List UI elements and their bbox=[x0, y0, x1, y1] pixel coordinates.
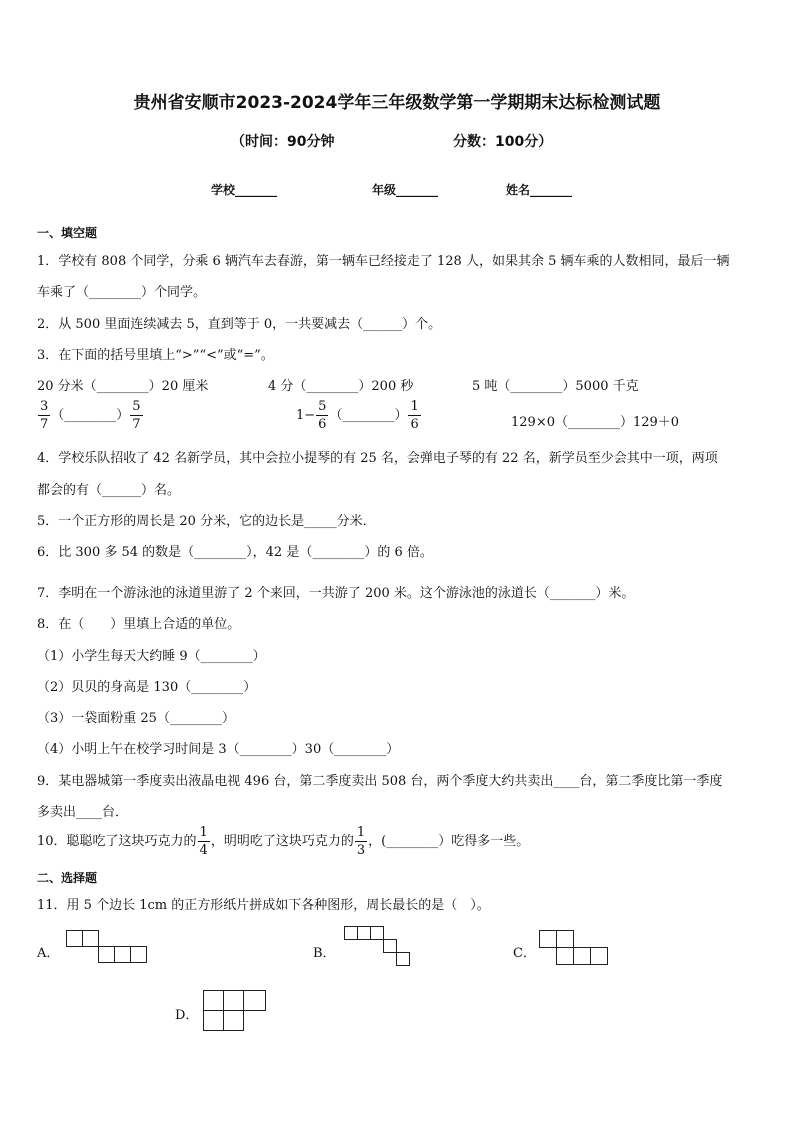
section-heading-choice: 二、选择题 bbox=[37, 871, 98, 885]
question-3-item-5: 1− $\frac{5}{6}$ （________） $\frac{1}{6}$ bbox=[296, 399, 419, 432]
grade-field: 年级_______ bbox=[372, 183, 439, 197]
question-3-item-6: 129×0（________）129＋0 bbox=[511, 415, 680, 430]
question-8-item-4: （4）小明上午在校学习时间是 3（________）30（________） bbox=[37, 742, 400, 757]
option-a-figure bbox=[66, 930, 150, 966]
section-heading-fill-in: 一、填空题 bbox=[37, 226, 98, 240]
question-6: 6．比 300 多 54 的数是（________），42 是（________）的 6 倍。 bbox=[37, 545, 433, 560]
name-field: 姓名_______ bbox=[506, 183, 573, 197]
option-c-label: C． bbox=[513, 946, 536, 961]
exam-time: （时间：90分钟 bbox=[231, 134, 335, 150]
fraction: $\frac{3}{7}$ bbox=[40, 399, 49, 432]
question-8: 8．在（ ）里填上合适的单位。 bbox=[37, 617, 241, 632]
question-4-line-1: 4．学校乐队招收了 42 名新学员，其中会拉小提琴的有 25 名，会弹电子琴的有 22 名，新学员至少会其中一项，两项 bbox=[37, 451, 718, 466]
option-c-figure bbox=[539, 930, 609, 968]
question-3-item-4: $\frac{3}{7}$ （________） $\frac{5}{7}$ bbox=[40, 399, 141, 432]
school-field: 学校_______ bbox=[211, 183, 278, 197]
fraction: $\frac{5}{7}$ bbox=[132, 399, 141, 432]
fraction: $\frac{5}{6}$ bbox=[318, 399, 327, 432]
option-b-label: B． bbox=[313, 946, 336, 961]
question-8-item-3: （3）一袋面粉重 25（________） bbox=[37, 711, 235, 726]
question-9-line-2: 多卖出____台． bbox=[37, 805, 129, 820]
question-1-line-2: 车乘了（________）个同学。 bbox=[37, 285, 207, 300]
question-3-item-3: 5 吨（________）5000 千克 bbox=[472, 379, 639, 394]
option-d-label: D． bbox=[175, 1008, 199, 1023]
question-11: 11．用 5 个边长 1cm 的正方形纸片拼成如下各种图形，周长最长的是（ ）。 bbox=[37, 898, 490, 913]
option-d-figure bbox=[203, 990, 269, 1032]
question-2: 2．从 500 里面连续减去 5，直到等于 0，一共要减去（______）个。 bbox=[37, 317, 442, 332]
question-4-line-2: 都会的有（______）名。 bbox=[37, 483, 181, 498]
question-3-item-1: 20 分米（________）20 厘米 bbox=[37, 379, 209, 394]
question-8-item-1: （1）小学生每天大约睡 9（________） bbox=[37, 649, 266, 664]
question-9-line-1: 9．某电器城第一季度卖出液晶电视 496 台，第二季度卖出 508 台，两个季度大约共卖出____台，第二季度比第一季度 bbox=[37, 774, 723, 789]
question-10: 10．聪聪吃了这块巧克力的 $\frac{1}{4}$ ，明明吃了这块巧克力的 $\frac{1}{3}$ ，(________）吃得多一些。 bbox=[37, 825, 530, 858]
fraction: $\frac{1}{6}$ bbox=[410, 399, 419, 432]
question-8-item-2: （2）贝贝的身高是 130（________） bbox=[37, 680, 257, 695]
exam-score: 分数：100分） bbox=[453, 134, 553, 150]
option-b-figure bbox=[344, 926, 414, 970]
question-3-item-2: 4 分（________）200 秒 bbox=[268, 379, 414, 394]
question-7: 7．李明在一个游泳池的泳道里游了 2 个来回，一共游了 200 米。这个游泳池的泳道长（_______）米。 bbox=[37, 586, 635, 601]
question-5: 5．一个正方形的周长是 20 分米，它的边长是_____分米． bbox=[37, 514, 376, 529]
fraction: $\frac{1}{3}$ bbox=[356, 825, 366, 858]
question-1-line-1: 1．学校有 808 个同学，分乘 6 辆汽车去春游，第一辆车已经接走了 128 人，如果其余 5 辆车乘的人数相同，最后一辆 bbox=[37, 254, 730, 269]
option-a-label: A． bbox=[37, 946, 60, 961]
fraction: $\frac{1}{4}$ bbox=[199, 825, 208, 858]
page-title: 贵州省安顺市2023-2024学年三年级数学第一学期期末达标检测试题 bbox=[133, 93, 661, 113]
question-3: 3．在下面的括号里填上“>”“<”或“=”。 bbox=[37, 348, 274, 363]
